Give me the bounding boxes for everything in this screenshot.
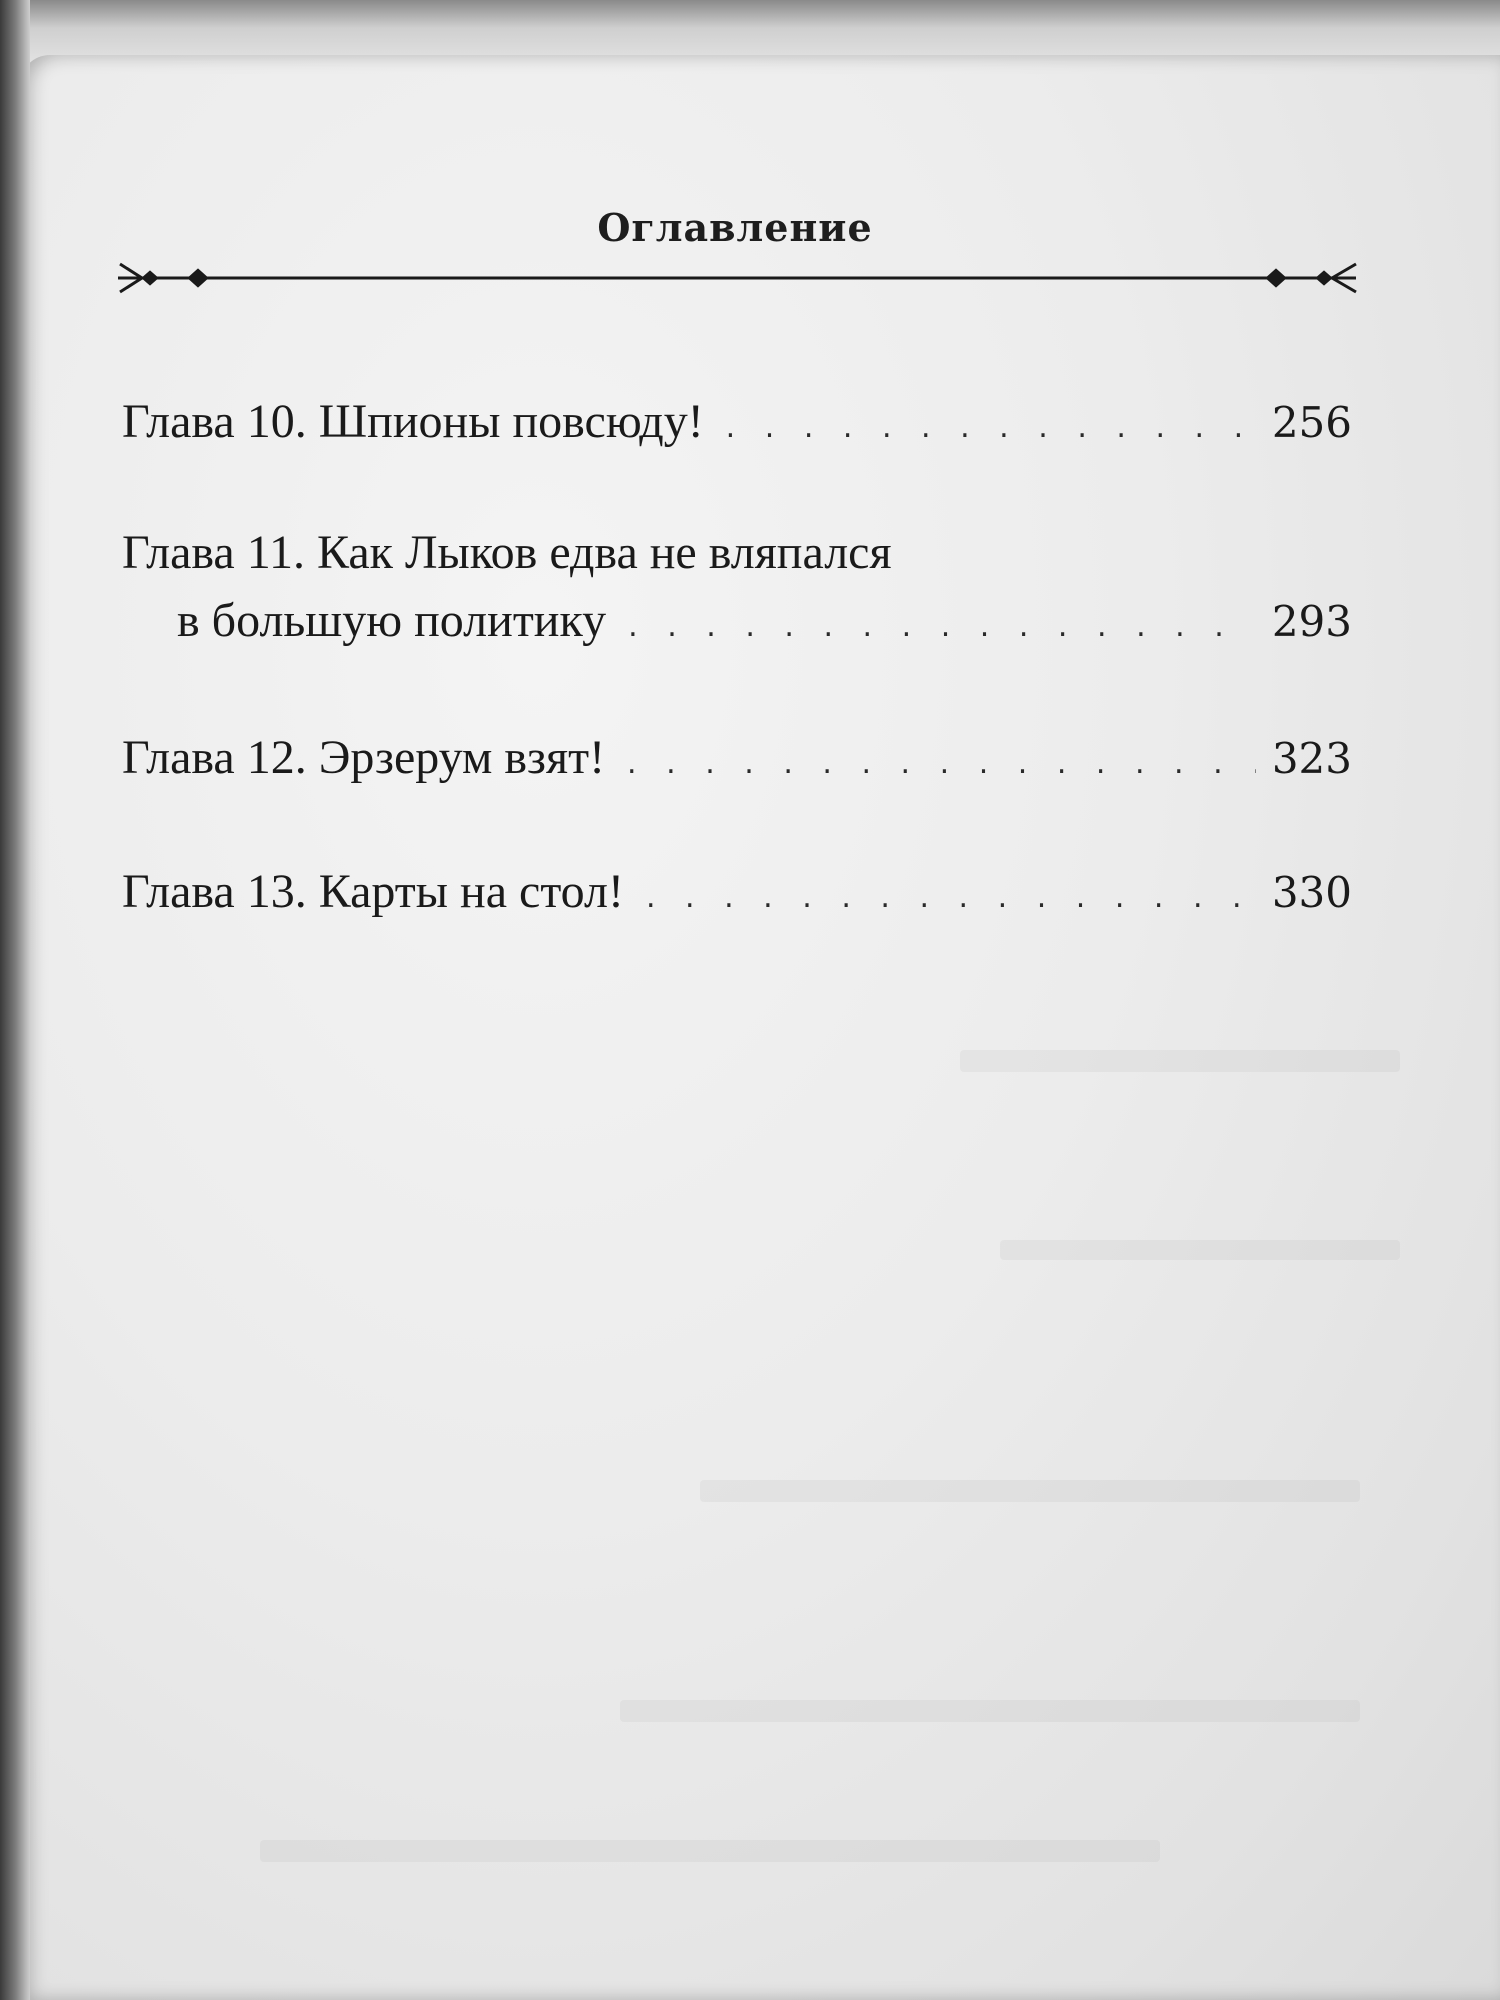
chapter-title: Глава 12. Эрзерум взят! (122, 731, 606, 784)
show-through-text (960, 1050, 1400, 1072)
dot-leader (726, 398, 1256, 458)
toc-entry-chapter-12[interactable] (122, 728, 1352, 794)
show-through-text (700, 1480, 1360, 1502)
chapter-title: Глава 13. Карты на стол! (122, 865, 624, 918)
dot-leader (627, 734, 1256, 794)
book-spine-shadow (0, 0, 30, 2000)
show-through-text (1000, 1240, 1400, 1260)
page-number: 293 (1271, 597, 1352, 646)
toc-heading: Оглавление (597, 205, 873, 250)
page-number: 323 (1271, 734, 1352, 783)
show-through-text (260, 1840, 1160, 1862)
page-number: 330 (1271, 868, 1352, 917)
page-number: 256 (1271, 398, 1352, 447)
chapter-title: Глава 11. Как Лыков едва не вляпался (122, 526, 892, 579)
dot-leader (646, 868, 1256, 928)
chapter-title: Глава 10. Шпионы повсюду! (122, 395, 704, 448)
toc-entry-chapter-10[interactable] (122, 392, 1352, 458)
dot-leader (628, 597, 1256, 657)
toc-entry-chapter-13[interactable] (122, 862, 1352, 928)
chapter-title-continuation: в большую политику (177, 594, 607, 647)
show-through-text (620, 1700, 1360, 1722)
heading-ornament-rule (118, 258, 1358, 302)
toc-entry-chapter-11[interactable] (122, 523, 1352, 657)
